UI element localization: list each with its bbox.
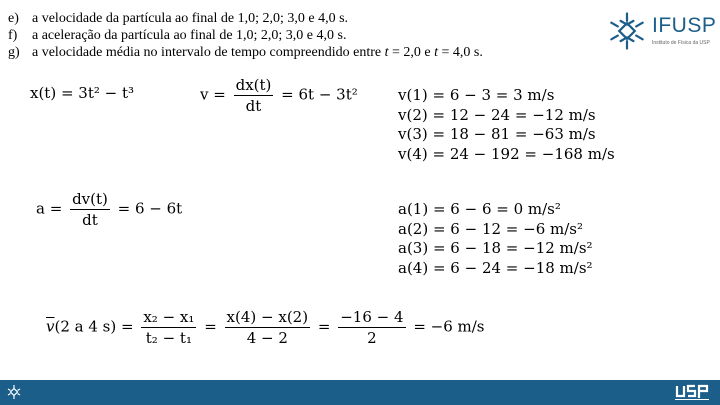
item-text: a velocidade média no intervalo de tempo compreendido entre t = 2,0 e t = 4,0 s. [32,45,483,60]
logo-text: IFUSP [652,14,717,37]
acceleration-fraction: $\frac{dv(t)}{dt}$ [72,190,108,229]
velocity-value: v(3) = 18 − 81 = −63 m/s [398,125,596,143]
average-velocity-equation: $\overline{v}(2$ a 4 s) = $\frac{\text{x₂ − x₁}}{\text{t₂ − t₁}}$ = $\frac{x(4) - x(2)}{4 - 2}$ = $\frac{-16 - 4}{2}$ = −6 m/s [46,308,485,347]
problem-item-g [8,44,608,61]
ifusp-small-icon [6,384,22,400]
velocity-equation: v = $\frac{dx(t)}{dt}$ = 6t − 3t² [200,76,358,115]
velocity-value: v(1) = 6 − 3 = 3 m/s [398,86,555,104]
acceleration-value: a(4) = 6 − 24 = −18 m/s² [398,258,593,277]
ifusp-logo-icon [604,8,650,54]
item-label: g) [8,45,20,60]
item-label: f) [8,28,18,43]
avg-fraction-2: $\frac{x(4) - x(2)}{4 - 2}$ [226,308,309,347]
problem-item-f [8,27,608,44]
problem-item-e [8,10,608,27]
position-equation: x(t) = 3t² − t³ [30,84,135,102]
avg-fraction-3: $\frac{-16 - 4}{2}$ [340,308,404,347]
footer-bar [0,380,720,405]
item-text: a velocidade da partícula ao final de 1,0; 2,0; 3,0 e 4,0 s. [32,11,349,26]
avg-fraction-1: $\frac{\text{x₂ − x₁}}{\text{t₂ − t₁}}$ [143,308,195,347]
problem-items [8,10,608,61]
logo-subtitle: Instituto de Física da USP [652,40,710,46]
acceleration-value: a(2) = 6 − 12 = −6 m/s² [398,219,584,238]
item-label: e) [8,11,19,26]
acceleration-values [398,200,593,278]
velocity-values [398,86,615,164]
velocity-value: v(4) = 24 − 192 = −168 m/s [398,144,615,163]
velocity-fraction: $\frac{dx(t)}{dt}$ [235,76,272,115]
acceleration-value: a(3) = 6 − 18 = −12 m/s² [398,239,593,257]
usp-logo-icon [674,383,710,401]
acceleration-value: a(1) = 6 − 6 = 0 m/s² [398,200,561,218]
velocity-value: v(2) = 12 − 24 = −12 m/s [398,105,596,124]
item-text: a aceleração da partícula ao final de 1,0; 2,0; 3,0 e 4,0 s. [32,28,347,43]
acceleration-equation: a = $\frac{dv(t)}{dt}$ = 6 − 6t [36,190,183,229]
